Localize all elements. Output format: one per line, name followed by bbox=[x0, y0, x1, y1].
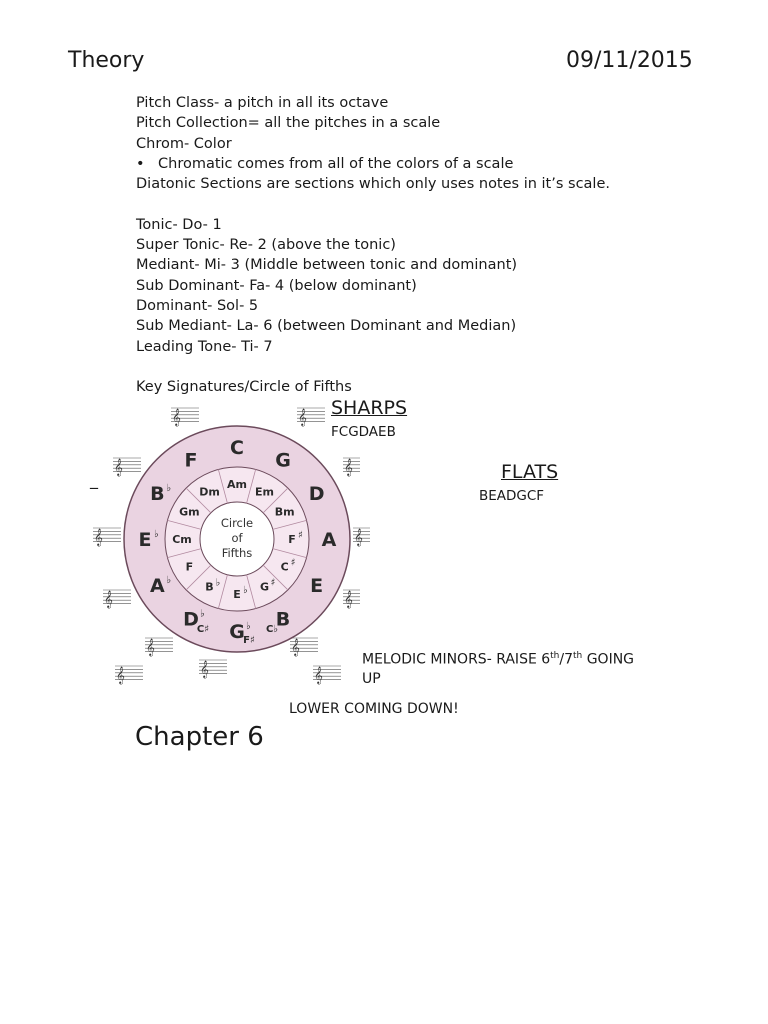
svg-text:𝄞: 𝄞 bbox=[94, 528, 103, 546]
svg-text:𝄞: 𝄞 bbox=[146, 638, 155, 656]
key-signature-staff bbox=[297, 408, 325, 426]
enharmonic-key: C♯ bbox=[196, 624, 210, 635]
flat-sign: ♭ bbox=[200, 608, 205, 620]
scale-degree: Leading Tone- Ti- 7 bbox=[136, 338, 273, 355]
key-signature-staff bbox=[115, 666, 143, 684]
svg-text:𝄞: 𝄞 bbox=[200, 660, 209, 678]
circle-of-fifths-diagram bbox=[85, 400, 363, 695]
flat-sign: ♭ bbox=[166, 483, 172, 494]
key-signature-staff bbox=[145, 638, 173, 656]
major-key-label: G bbox=[229, 621, 245, 643]
flats-heading: FLATS bbox=[501, 461, 559, 483]
minor-key-label: Cm bbox=[172, 533, 192, 546]
major-key-label: E bbox=[138, 529, 152, 551]
major-key-label: B bbox=[150, 483, 165, 505]
key-signature-staff bbox=[93, 528, 121, 546]
scale-degree: Dominant- Sol- 5 bbox=[136, 297, 259, 314]
scale-degree: Sub Mediant- La- 6 (between Dominant and Median) bbox=[136, 318, 517, 335]
svg-text:𝄞: 𝄞 bbox=[114, 458, 123, 476]
key-signature-staff bbox=[313, 666, 341, 684]
enharmonic-key: F♯ bbox=[243, 635, 255, 646]
svg-text:𝄞: 𝄞 bbox=[104, 590, 113, 608]
section-heading: Key Signatures/Circle of Fifths bbox=[136, 379, 352, 396]
bullet-text: Chromatic comes from all of the colors of a scale bbox=[158, 155, 514, 172]
major-key-label: D bbox=[183, 608, 199, 631]
accidental-sign: ♯ bbox=[290, 557, 296, 569]
bullet-item bbox=[136, 154, 610, 174]
minor-key-label: Em bbox=[255, 485, 274, 499]
minor-key-label: B bbox=[205, 580, 214, 594]
key-signature-staff bbox=[113, 458, 141, 476]
minor-key-label: F bbox=[288, 533, 296, 546]
flat-sign: ♭ bbox=[154, 529, 159, 540]
lower-coming-down-note: LOWER COMING DOWN! bbox=[289, 701, 459, 717]
minor-key-label: Gm bbox=[179, 505, 200, 519]
scale-degree: Sub Dominant- Fa- 4 (below dominant) bbox=[136, 277, 417, 294]
melodic-text: MELODIC MINORS- RAISE 6 bbox=[362, 651, 551, 668]
sharps-heading: SHARPS bbox=[331, 397, 408, 419]
minor-key-label: Dm bbox=[199, 485, 220, 499]
bullet-icon: • bbox=[136, 155, 145, 172]
key-signature-staff bbox=[343, 458, 360, 476]
minor-key-label: Bm bbox=[274, 505, 295, 519]
major-key-label: F bbox=[184, 449, 198, 472]
major-key-label: E bbox=[310, 575, 324, 597]
document-title: Theory bbox=[68, 48, 145, 73]
notes-body bbox=[136, 93, 610, 397]
key-signature-staff bbox=[353, 528, 370, 546]
key-signature-staff bbox=[171, 408, 199, 426]
svg-text:𝄞: 𝄞 bbox=[298, 408, 307, 426]
svg-text:𝄞: 𝄞 bbox=[116, 666, 125, 684]
minor-key-label: C bbox=[280, 560, 289, 574]
key-signature-staff bbox=[290, 638, 318, 656]
accidental-sign: ♯ bbox=[270, 577, 276, 589]
chapter-heading: Chapter 6 bbox=[135, 722, 264, 752]
accidental-sign: ♯ bbox=[298, 530, 303, 541]
minor-key-label: G bbox=[259, 580, 270, 594]
svg-text:𝄞: 𝄞 bbox=[314, 666, 323, 684]
key-signature-staff bbox=[343, 590, 360, 608]
minor-key-label: Am bbox=[227, 478, 247, 491]
document-date: 09/11/2015 bbox=[566, 48, 693, 73]
major-key-label: A bbox=[321, 529, 337, 551]
scale-degree: Mediant- Mi- 3 (Middle between tonic and dominant) bbox=[136, 257, 518, 274]
major-key-label: A bbox=[149, 575, 165, 597]
svg-text:𝄞: 𝄞 bbox=[172, 408, 181, 426]
melodic-text: GOING bbox=[582, 651, 635, 668]
melodic-minor-note bbox=[362, 651, 634, 668]
enharmonic-key: C♭ bbox=[265, 624, 279, 635]
melodic-text: /7 bbox=[559, 651, 574, 668]
superscript: th bbox=[573, 651, 583, 661]
svg-text:𝄞: 𝄞 bbox=[344, 590, 353, 608]
accidental-sign: ♭ bbox=[243, 585, 248, 596]
flat-sign: ♭ bbox=[246, 621, 251, 632]
note-line: Diatonic Sections are sections which only uses notes in it’s scale. bbox=[136, 176, 610, 193]
note-line: Pitch Collection= all the pitches in a scale bbox=[136, 115, 441, 132]
note-line: Chrom- Color bbox=[136, 135, 232, 152]
major-key-label: G bbox=[275, 449, 291, 472]
superscript: th bbox=[550, 651, 560, 661]
major-key-label: B bbox=[275, 608, 291, 631]
accidental-sign: ♭ bbox=[215, 577, 221, 589]
center-label-line: of bbox=[231, 531, 243, 545]
center-label-line: Fifths bbox=[221, 546, 253, 560]
sharps-order: FCGDAEB bbox=[331, 424, 396, 440]
note-line: Pitch Class- a pitch in all its octave bbox=[136, 95, 389, 111]
melodic-minor-note-cont: UP bbox=[362, 671, 381, 687]
dash-mark: _ bbox=[90, 470, 98, 489]
minor-key-label: E bbox=[233, 588, 241, 601]
flats-order: BEADGCF bbox=[479, 488, 545, 504]
key-signature-staff bbox=[199, 660, 227, 678]
scale-degree: Super Tonic- Re- 2 (above the tonic) bbox=[136, 237, 396, 254]
flat-sign: ♭ bbox=[166, 575, 172, 586]
svg-text:𝄞: 𝄞 bbox=[354, 528, 363, 546]
svg-text:𝄞: 𝄞 bbox=[344, 458, 353, 476]
minor-key-label: F bbox=[185, 560, 194, 574]
svg-text:𝄞: 𝄞 bbox=[291, 638, 300, 656]
scale-degree: Tonic- Do- 1 bbox=[136, 216, 222, 233]
major-key-label: D bbox=[308, 483, 325, 505]
key-signature-staff bbox=[103, 590, 131, 608]
major-key-label: C bbox=[230, 437, 244, 459]
center-label-line: Circle bbox=[220, 516, 254, 530]
